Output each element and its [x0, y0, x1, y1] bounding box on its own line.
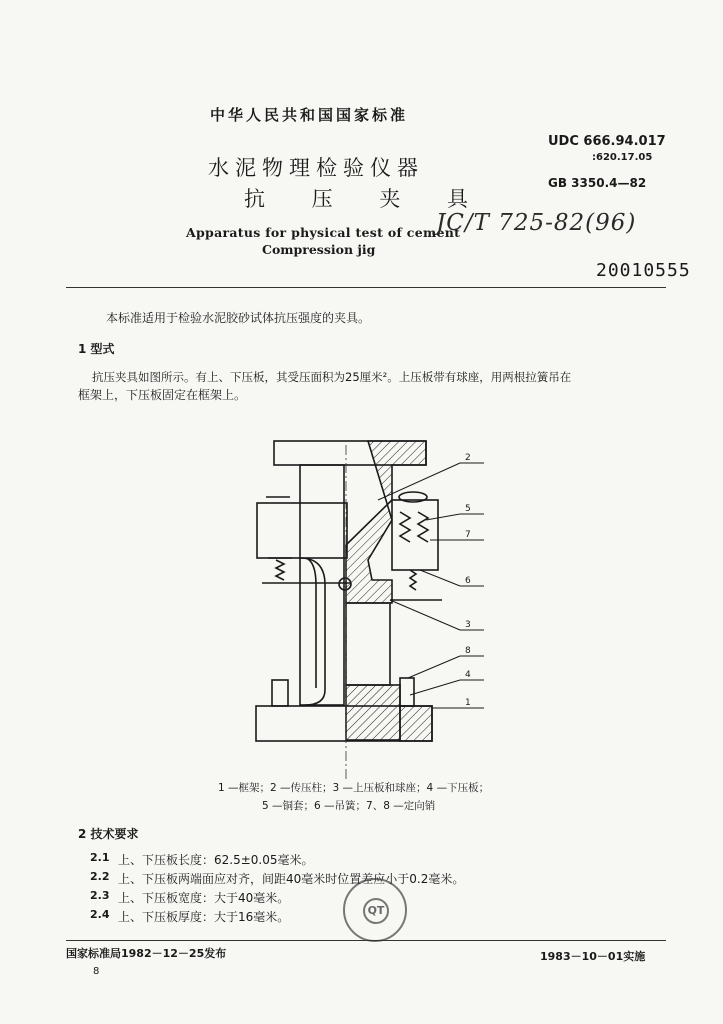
right-pin — [400, 678, 414, 706]
item-2-3-number: 2.3 — [90, 889, 110, 902]
hanging-spring — [400, 512, 410, 542]
item-2-4-number: 2.4 — [90, 908, 110, 921]
issuer-heading: 中华人民共和国国家标准 — [210, 106, 409, 124]
figure-caption-line1: 1 —框架；2 —传压柱；3 —上压板和球座；4 —下压板； — [218, 782, 490, 794]
udc-code: UDC 666.94.017 — [548, 134, 666, 149]
udc-extra: :620.17.05 — [592, 152, 653, 163]
frame-left-column — [300, 465, 344, 705]
gb-number: GB 3350.4—82 — [548, 176, 647, 190]
section-1-heading: 1 型式 — [78, 342, 115, 356]
callout-2: 2 — [465, 453, 471, 463]
callout-4: 4 — [465, 670, 471, 680]
english-title: Apparatus for physical test of cement — [186, 225, 461, 240]
item-2-2-number: 2.2 — [90, 870, 110, 883]
item-2-1-text: 上、下压板长度：62.5±0.05毫米。 — [118, 853, 314, 867]
page-title: 水泥物理检验仪器 — [208, 156, 424, 180]
intro-paragraph: 本标准适用于检验水泥胶砂试体抗压强度的夹具。 — [106, 311, 371, 325]
section-1-text-line1: 抗压夹具如图所示。有上、下压板，其受压面积为25厘米²。上压板带有球座，用两根拉簧吊在 — [92, 370, 572, 384]
left-pin — [272, 680, 288, 706]
item-2-2-text: 上、下压板两端面应对齐，间距40毫米时位置差应小于0.2毫米。 — [118, 872, 465, 886]
left-upper-block — [257, 503, 347, 558]
frame-right-column — [346, 603, 390, 685]
footer-rule — [66, 940, 666, 941]
callout-7: 7 — [465, 530, 471, 540]
section-2-heading: 2 技术要求 — [78, 827, 139, 841]
callout-1: 1 — [465, 698, 471, 708]
qt-stamp — [343, 878, 407, 942]
page-number: 8 — [93, 966, 100, 977]
serial-number: 20010555 — [596, 260, 691, 281]
stamp-label: QT — [363, 898, 389, 924]
left-spring — [276, 560, 284, 580]
callout-6: 6 — [465, 576, 471, 586]
handwritten-note: JC/T 725-82(96) — [436, 210, 637, 236]
frame-handle — [300, 558, 325, 705]
lower-platen — [346, 685, 400, 740]
callout-8: 8 — [465, 646, 471, 656]
effective-date: 1983－10－01实施 — [540, 950, 646, 963]
callout-5: 5 — [465, 504, 471, 514]
item-2-1-number: 2.1 — [90, 851, 110, 864]
copper-sleeve — [392, 500, 438, 570]
item-2-3-text: 上、下压板宽度：大于40毫米。 — [118, 891, 290, 905]
figure-caption-line2: 5 —铜套；6 —吊簧；7、8 —定向销 — [262, 800, 436, 812]
callout-3: 3 — [465, 620, 471, 630]
issued-date: 国家标准局1982－12－25发布 — [66, 947, 227, 960]
page-subtitle: 抗 压 夹 具 — [244, 187, 489, 211]
section-1-text-line2: 框架上，下压板固定在框架上。 — [78, 388, 247, 402]
english-subtitle: Compression jig — [262, 242, 376, 257]
item-2-4-text: 上、下压板厚度：大于16毫米。 — [118, 910, 290, 924]
